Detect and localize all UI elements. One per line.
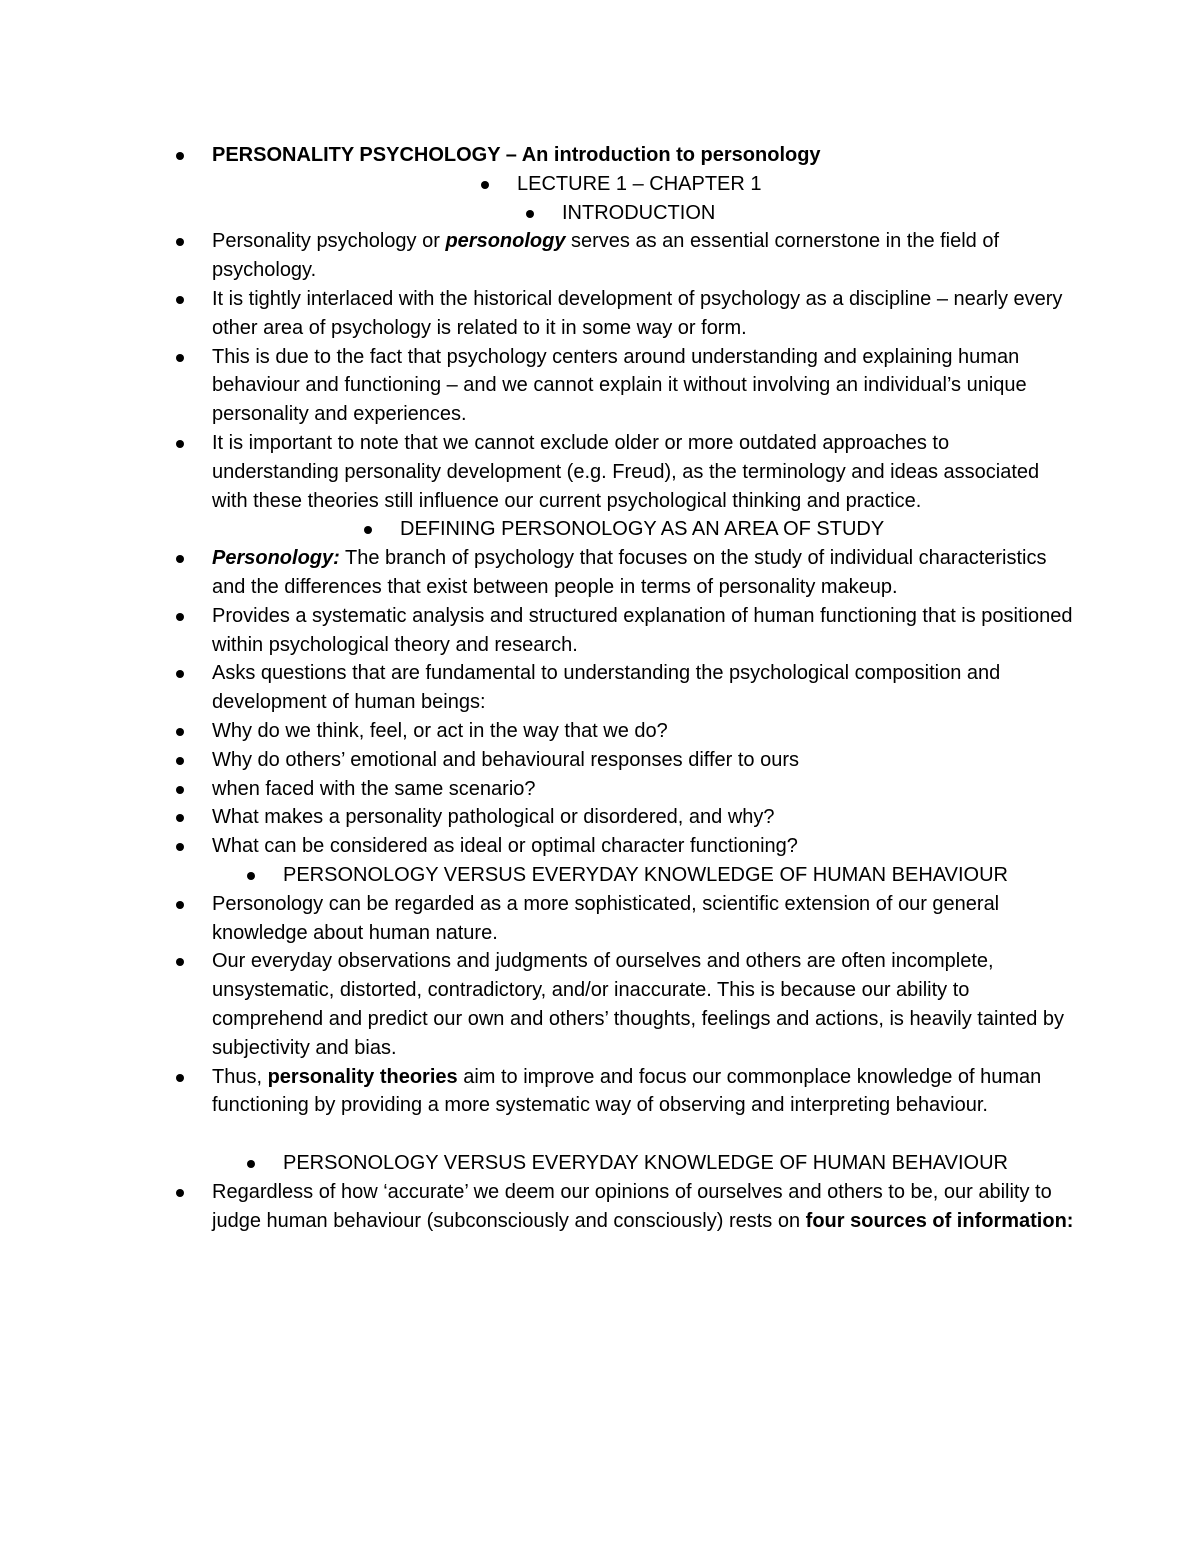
list-item: Provides a systematic analysis and structured explanation of human functioning that is positioned within psychological theory and research. (176, 602, 1076, 660)
document-title: PERSONALITY PSYCHOLOGY – An introduction to personology (176, 141, 1076, 170)
bullet-icon (526, 210, 534, 218)
list-item: Personology can be regarded as a more sophisticated, scientific extension of our general knowledge about human nature. (176, 890, 1076, 948)
bullet-icon (176, 613, 184, 621)
bullet-icon (247, 872, 255, 880)
bullet-icon (176, 238, 184, 246)
bullet-icon (176, 728, 184, 736)
bullet-icon (176, 1074, 184, 1082)
section-heading-versus: PERSONOLOGY VERSUS EVERYDAY KNOWLEDGE OF HUMAN BEHAVIOUR (247, 861, 1076, 890)
section-heading-introduction: INTRODUCTION (526, 199, 1076, 228)
bullet-icon (176, 354, 184, 362)
list-item: Thus, personality theories aim to improve and focus our commonplace knowledge of human functioning by providing a more systematic way of observing and interpreting behaviour. (176, 1063, 1076, 1121)
list-item: when faced with the same scenario? (176, 775, 1076, 804)
emphasis-term: Personology: (212, 547, 340, 570)
lecture-heading: LECTURE 1 – CHAPTER 1 (481, 170, 1076, 199)
section-heading-versus: PERSONOLOGY VERSUS EVERYDAY KNOWLEDGE OF HUMAN BEHAVIOUR (247, 1149, 1076, 1178)
section-heading-defining: DEFINING PERSONOLOGY AS AN AREA OF STUDY (364, 515, 1076, 544)
list-item: Why do others’ emotional and behavioural responses differ to ours (176, 746, 1076, 775)
list-item: What can be considered as ideal or optimal character functioning? (176, 832, 1076, 861)
list-item: It is important to note that we cannot exclude older or more outdated approaches to understanding personality development (e.g. Freud), as the terminology and ideas associated with these theories still influence our current psychological thinking and practice. (176, 429, 1076, 515)
list-item: What makes a personality pathological or disordered, and why? (176, 803, 1076, 832)
document-body (176, 141, 1076, 1235)
bullet-icon (176, 901, 184, 909)
bullet-icon (176, 814, 184, 822)
emphasis-term: four sources of information: (805, 1209, 1074, 1232)
emphasis-term: personality theories (267, 1065, 458, 1088)
list-item: Personology: The branch of psychology that focuses on the study of individual characteristics and the differences that exist between people in terms of personality makeup. (176, 544, 1076, 602)
list-item: Our everyday observations and judgments of ourselves and others are often incomplete, unsystematic, distorted, contradictory, and/or inaccurate. This is because our ability to comprehend and predict our own and others’ thoughts, feelings and actions, is heavily tainted by subjectivity and bias. (176, 947, 1076, 1062)
list-item: Asks questions that are fundamental to understanding the psychological composition and development of human beings: (176, 659, 1076, 717)
list-item: Personality psychology or personology serves as an essential cornerstone in the field of psychology. (176, 227, 1076, 285)
bullet-icon (247, 1160, 255, 1168)
blank-line (176, 1120, 1076, 1149)
bullet-icon (176, 958, 184, 966)
bullet-icon (481, 181, 489, 189)
list-item: Why do we think, feel, or act in the way that we do? (176, 717, 1076, 746)
bullet-icon (176, 440, 184, 448)
bullet-icon (176, 786, 184, 794)
list-item: This is due to the fact that psychology centers around understanding and explaining human behaviour and functioning – and we cannot explain it without involving an individual’s unique personality and experiences. (176, 343, 1076, 429)
bullet-icon (176, 1189, 184, 1197)
bullet-icon (176, 152, 184, 160)
bullet-icon (176, 757, 184, 765)
list-item: Regardless of how ‘accurate’ we deem our opinions of ourselves and others to be, our ability to judge human behaviour (subconsciously and consciously) rests on four sources of information: (176, 1178, 1076, 1236)
bullet-icon (176, 670, 184, 678)
bullet-icon (176, 555, 184, 563)
emphasis-term: personology (445, 230, 566, 253)
bullet-icon (364, 526, 372, 534)
list-item: It is tightly interlaced with the historical development of psychology as a discipline – nearly every other area of psychology is related to it in some way or form. (176, 285, 1076, 343)
bullet-icon (176, 843, 184, 851)
bullet-icon (176, 296, 184, 304)
